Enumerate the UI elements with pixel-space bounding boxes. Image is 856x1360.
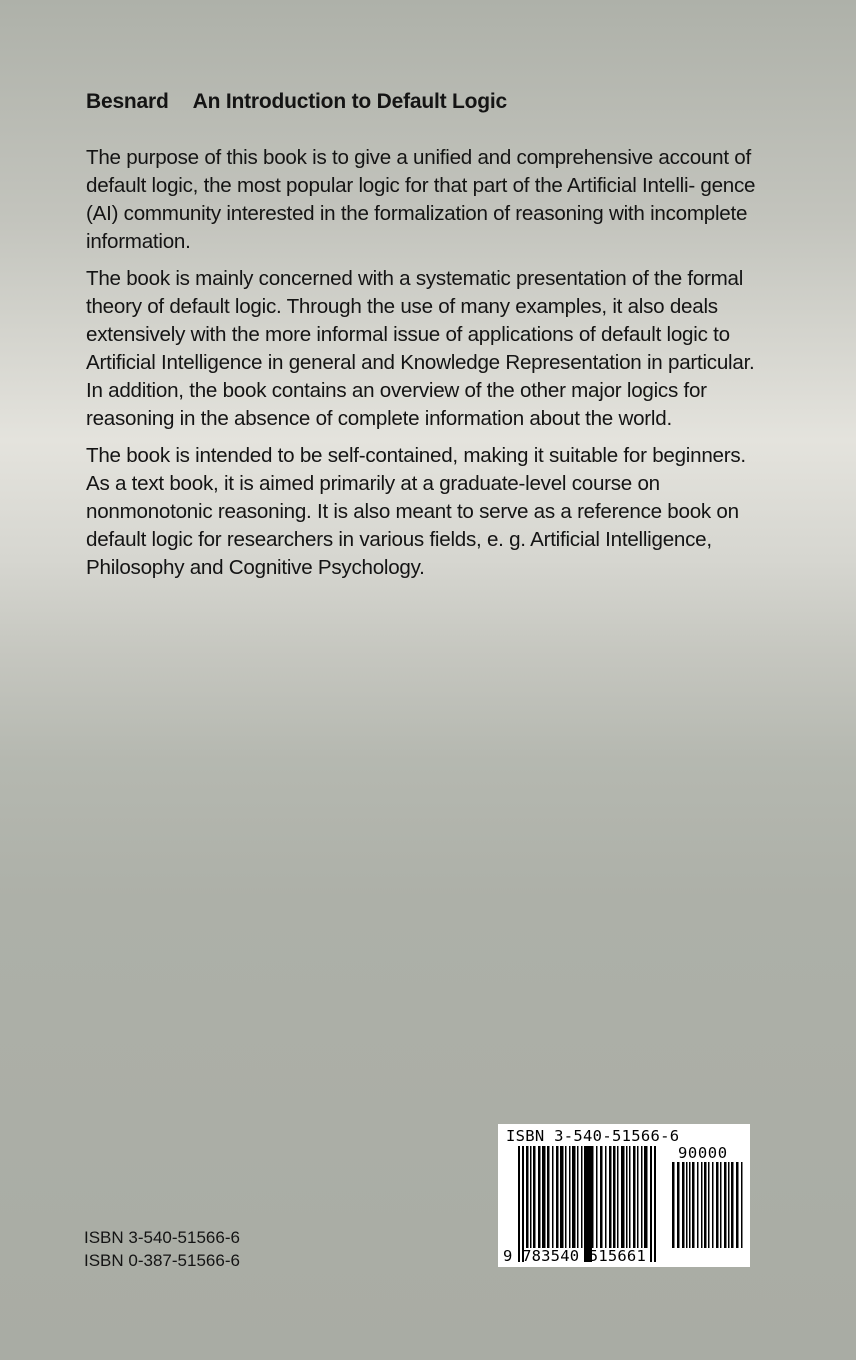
author-name: Besnard xyxy=(86,90,169,113)
barcode-bar xyxy=(617,1146,619,1248)
barcode-bar xyxy=(720,1162,722,1248)
barcode-bar xyxy=(704,1162,707,1248)
barcode-bar xyxy=(626,1146,628,1248)
barcode-bar xyxy=(641,1146,643,1248)
cover-heading xyxy=(86,90,507,114)
barcode-bar xyxy=(613,1146,616,1248)
barcode-bar xyxy=(533,1146,536,1248)
description-paragraph: The purpose of this book is to give a unified and comprehensive account of default logic, the most popular logic for that part of the Artificial Intelli- gence (AI) community interested in the formalization of reasoning with incomplete information. xyxy=(86,146,756,253)
barcode-bar xyxy=(712,1162,714,1248)
barcode-bar xyxy=(633,1146,636,1248)
barcode-bar xyxy=(654,1146,656,1262)
barcode-bar xyxy=(569,1146,571,1248)
barcode-bar xyxy=(556,1146,559,1248)
description-paragraph: The book is intended to be self-contained, making it suitable for beginners. As a text book, it is aimed primarily at a graduate-level course on nonmonotonic reasoning. It is also meant to serve as a reference book on default logic for researchers in various fields, e. g. Artificial Intelligence, Philosophy and Cognitive Psychology. xyxy=(86,444,746,579)
barcode-bar xyxy=(644,1146,648,1248)
barcode-bar xyxy=(728,1162,730,1248)
barcode-bar xyxy=(586,1146,588,1262)
barcode-bar xyxy=(592,1146,594,1248)
barcode-bar xyxy=(538,1146,541,1248)
barcode-bar xyxy=(741,1162,743,1248)
barcode-bar xyxy=(621,1146,625,1248)
barcode-bar xyxy=(672,1162,675,1248)
barcode-bar xyxy=(708,1162,710,1248)
isbn-springer-berlin: ISBN 3-540-51566-6 xyxy=(84,1228,240,1247)
barcode-bar xyxy=(724,1162,727,1248)
barcode-bar xyxy=(526,1146,529,1248)
barcode-bar xyxy=(518,1146,520,1262)
barcode-bar xyxy=(609,1146,612,1248)
barcode-bar xyxy=(701,1162,703,1248)
barcode-isbn-text: ISBN 3-540-51566-6 xyxy=(506,1127,680,1145)
barcode-bar xyxy=(692,1162,695,1248)
barcode-bar xyxy=(542,1146,546,1248)
barcode-bar xyxy=(530,1146,532,1248)
barcode-bar xyxy=(560,1146,564,1248)
barcode-bar xyxy=(596,1146,598,1248)
barcode-bar xyxy=(629,1146,631,1248)
barcode-bar xyxy=(581,1146,583,1248)
barcode-bar xyxy=(605,1146,607,1248)
barcode-bar xyxy=(697,1162,699,1248)
barcode-digits: 9 783540 515661 xyxy=(503,1247,646,1265)
barcode-bar xyxy=(682,1162,685,1248)
isbn-springer-newyork: ISBN 0-387-51566-6 xyxy=(84,1251,240,1270)
barcode-bar xyxy=(547,1146,550,1248)
barcode-bar xyxy=(572,1146,576,1248)
barcode-bar xyxy=(716,1162,719,1248)
barcode xyxy=(498,1124,750,1267)
barcode-bar xyxy=(552,1146,554,1248)
isbn-list xyxy=(84,1226,240,1272)
barcode-bar xyxy=(637,1146,639,1248)
barcode-bar xyxy=(650,1146,652,1262)
barcode-bar xyxy=(689,1162,691,1248)
barcode-bar xyxy=(522,1146,524,1262)
description-paragraph: The book is mainly concerned with a systematic presentation of the formal theory of default logic. Through the use of many examples, it also deals extensively with the more informal issue of applications of default logic to Artificial Intelligence in general and Knowledge Representation in particular. In addition, the book contains an overview of the other major logics for reasoning in the absence of complete information about the world. xyxy=(86,267,755,430)
barcode-bar xyxy=(565,1146,567,1248)
barcode-bar xyxy=(731,1162,734,1248)
barcode-bar xyxy=(577,1146,579,1248)
book-description xyxy=(86,144,758,591)
barcode-bar xyxy=(686,1162,688,1248)
barcode-bar xyxy=(590,1146,592,1262)
barcode-addon-digits: 90000 xyxy=(678,1144,728,1162)
barcode-bar xyxy=(736,1162,739,1248)
barcode-bar xyxy=(677,1162,680,1248)
book-title: An Introduction to Default Logic xyxy=(192,90,508,113)
barcode-bar xyxy=(600,1146,603,1248)
